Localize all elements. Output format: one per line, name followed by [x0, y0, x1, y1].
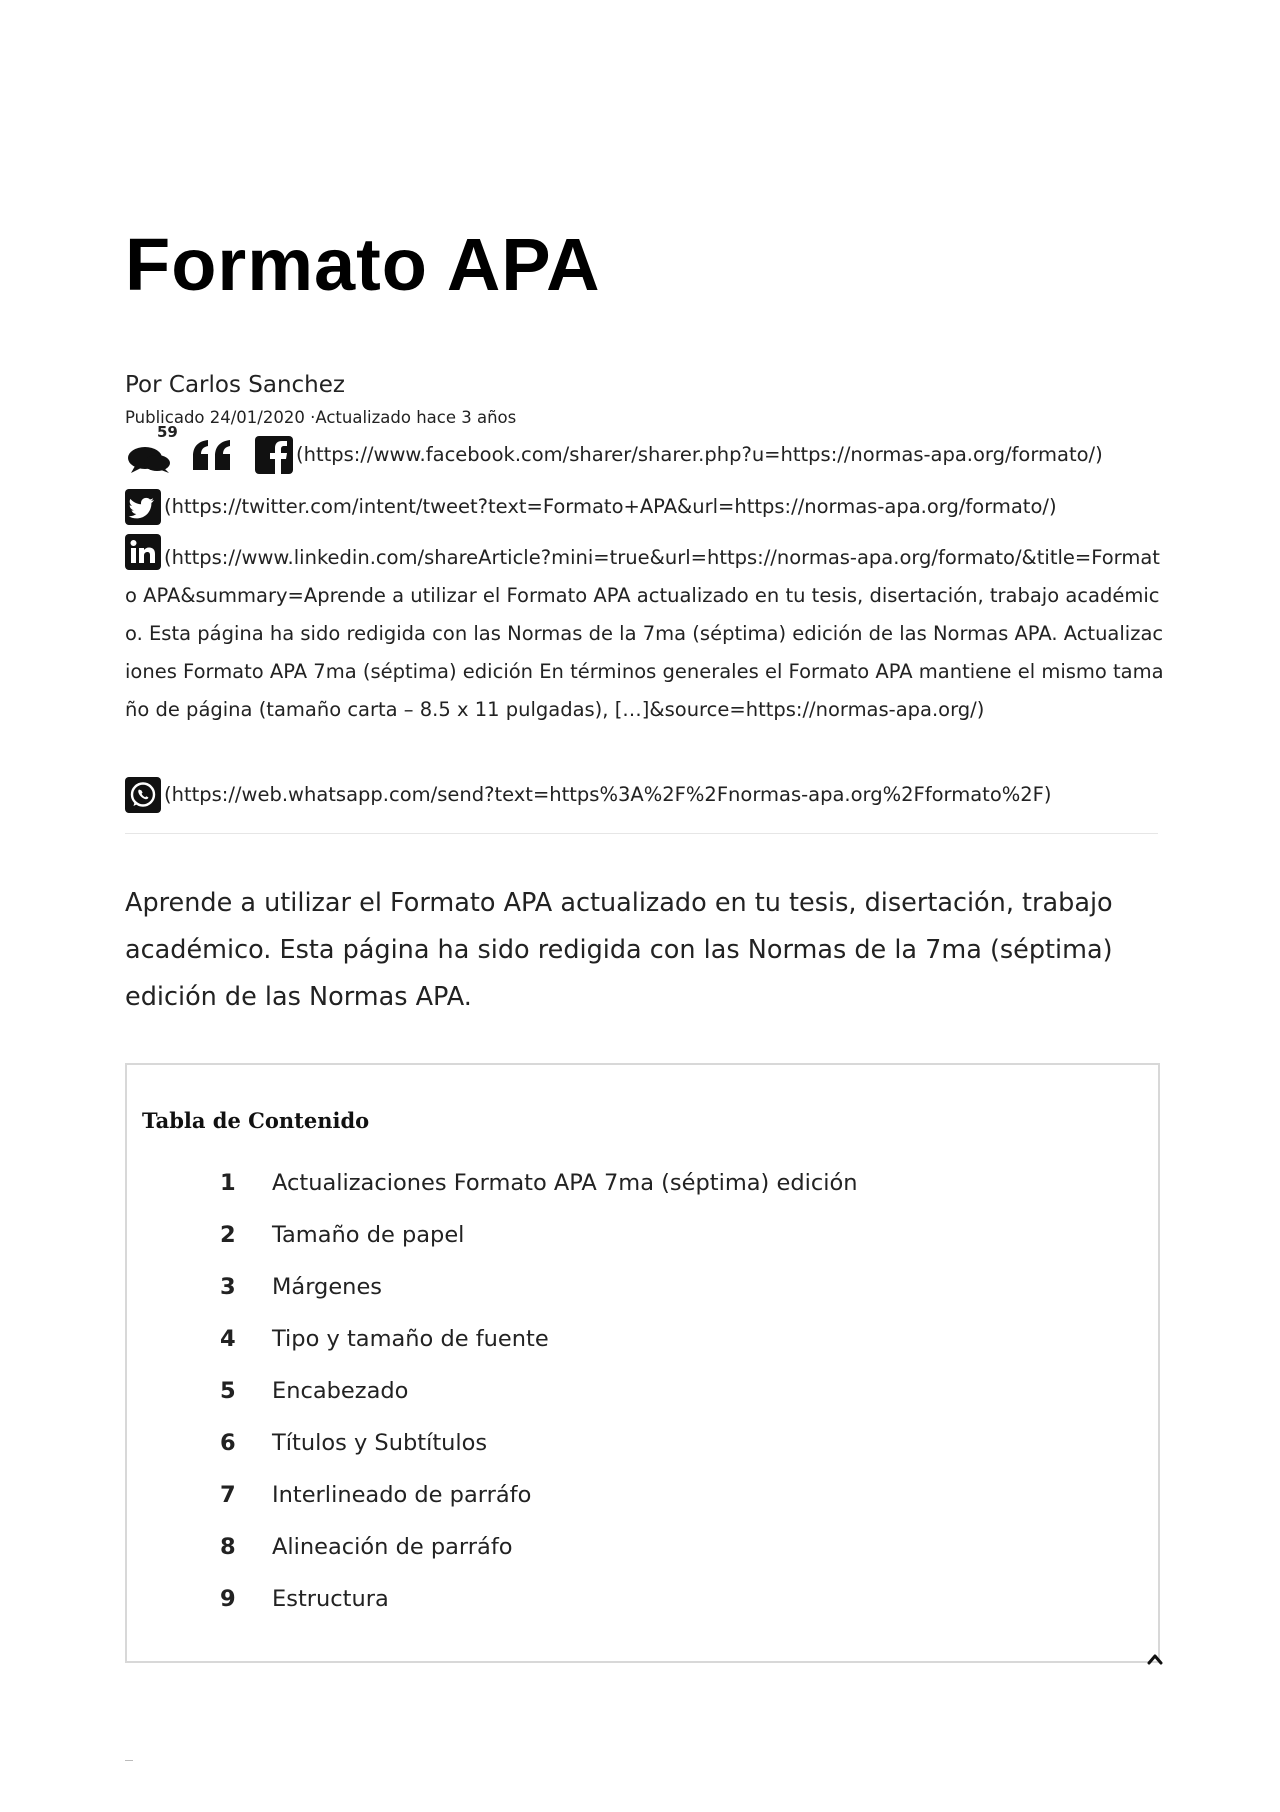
share-linkedin-row	[125, 534, 1165, 729]
toc-number: 9	[220, 1586, 236, 1612]
author-byline[interactable]: Por Carlos Sanchez	[125, 372, 345, 398]
share-whatsapp-row	[125, 776, 1165, 814]
whatsapp-share-link[interactable]: (https://web.whatsapp.com/send?text=https%3A%2F%2Fnormas-apa.org%2Fformato%2F)	[164, 783, 1052, 806]
toc-link[interactable]: Márgenes	[272, 1274, 383, 1300]
facebook-share-link[interactable]: (https://www.facebook.com/sharer/sharer.php?u=https://normas-apa.org/formato/)	[296, 443, 1103, 466]
toc-link[interactable]: Interlineado de parráfo	[272, 1482, 532, 1508]
whatsapp-icon[interactable]	[125, 777, 161, 813]
toc-link[interactable]: Estructura	[272, 1586, 389, 1612]
linkedin-share-link[interactable]: (https://www.linkedin.com/shareArticle?mini=true&url=https://normas-apa.org/formato/&title=Formato APA&summary=Aprende a utilizar el Formato APA actualizado en tu tesis, disertación, trabajo académico. Esta página ha sido redigida con las Normas de la 7ma (séptima) edición de las Normas APA. Actualizaciones Formato APA 7ma (séptima) edición En términos generales el Formato APA mantiene el mismo tamaño de página (tamaño carta – 8.5 x 11 pulgadas), […]&source=https://normas-apa.org/)	[125, 546, 1164, 721]
toc-number: 3	[220, 1274, 236, 1300]
divider	[125, 1760, 133, 1761]
toc-link[interactable]: Tipo y tamaño de fuente	[272, 1326, 549, 1352]
toc-number: 2	[220, 1222, 236, 1248]
toc-title: Tabla de Contenido	[142, 1108, 370, 1133]
publish-meta: Publicado 24/01/2020 ·Actualizado hace 3 años	[125, 408, 517, 427]
comments-icon[interactable]	[125, 423, 178, 474]
toc-link[interactable]: Tamaño de papel	[272, 1222, 465, 1248]
toc-link[interactable]: Alineación de parráfo	[272, 1534, 513, 1560]
toc-link[interactable]: Títulos y Subtítulos	[272, 1430, 488, 1456]
toc-number: 5	[220, 1378, 236, 1404]
toc-number: 7	[220, 1482, 236, 1508]
linkedin-icon[interactable]	[125, 534, 161, 570]
quote-icon[interactable]	[191, 438, 233, 472]
share-twitter-row	[125, 488, 1165, 526]
chevron-up-icon[interactable]	[1147, 1650, 1163, 1669]
toc-link[interactable]: Actualizaciones Formato APA 7ma (séptima) edición	[272, 1170, 858, 1196]
toc-number: 6	[220, 1430, 236, 1456]
toc-number: 1	[220, 1170, 236, 1196]
facebook-icon[interactable]	[255, 436, 293, 474]
toc-link[interactable]: Encabezado	[272, 1378, 409, 1404]
table-of-contents	[125, 1063, 1160, 1663]
twitter-share-link[interactable]: (https://twitter.com/intent/tweet?text=Formato+APA&url=https://normas-apa.org/formato/)	[164, 495, 1057, 518]
twitter-icon[interactable]	[125, 489, 161, 525]
share-facebook-row	[125, 423, 1165, 474]
toc-number: 4	[220, 1326, 236, 1352]
page-title: Formato APA	[125, 223, 601, 306]
toc-number: 8	[220, 1534, 236, 1560]
intro-paragraph: Aprende a utilizar el Formato APA actualizado en tu tesis, disertación, trabajo académico. Esta página ha sido redigida con las Normas de la 7ma (séptima) edición de las Normas APA.	[125, 888, 1113, 1012]
divider	[125, 833, 1158, 834]
comments-count: 59	[157, 423, 178, 441]
